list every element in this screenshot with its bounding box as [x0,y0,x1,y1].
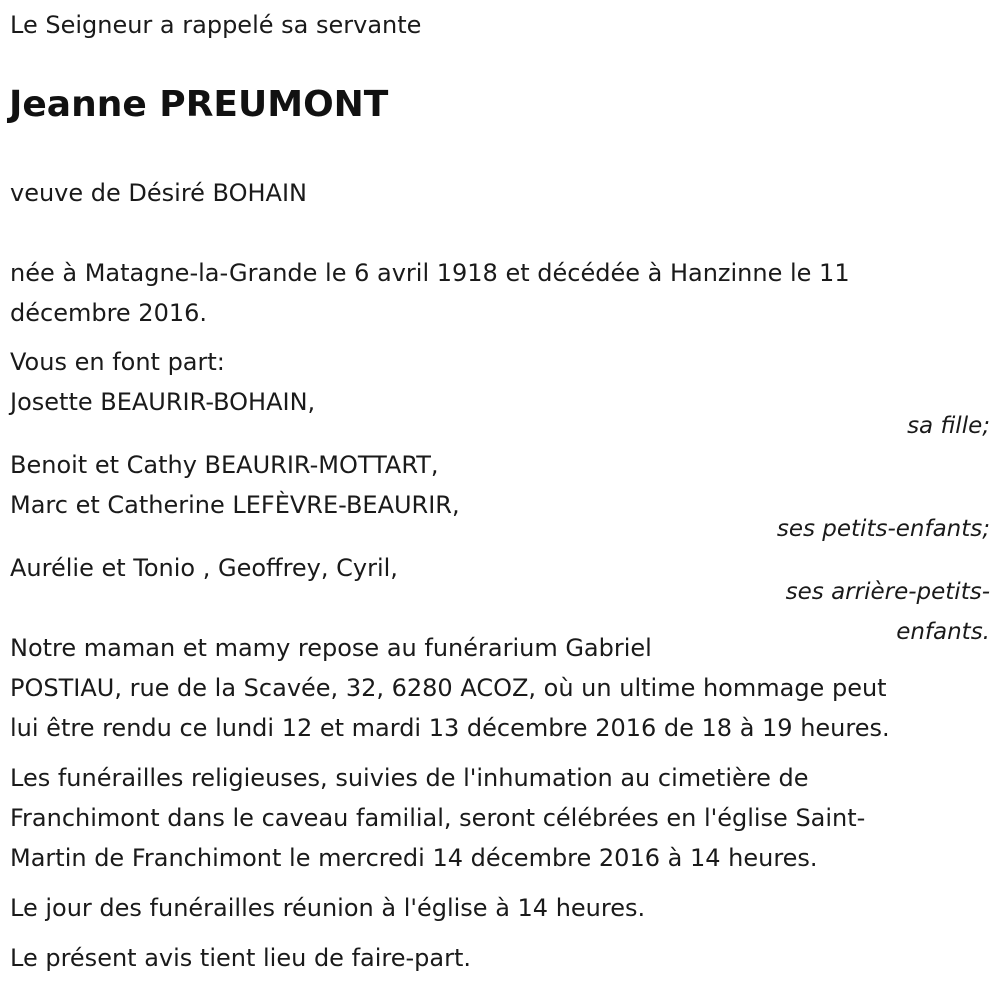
widow-of-text: veuve de Désiré BOHAIN [10,179,307,207]
announce-text: Vous en font part: [10,348,225,376]
daughter-names: Josette BEAURIR-BOHAIN, [10,388,316,416]
deceased-name: Jeanne PREUMONT [9,84,389,125]
funerarium-line3: lui être rendu ce lundi 12 et mardi 13 décembre 2016 de 18 à 19 heures. [10,714,890,742]
birth-death-text: née à Matagne-la-Grande le 6 avril 1918 et décédée à Hanzinne le 11 décembre 2016. [10,259,850,327]
funeral-line1: Les funérailles religieuses, suivies de l'inhumation au cimetière de [10,764,809,792]
daughter-relation: sa fille; [907,413,990,439]
funerarium-line2: POSTIAU, rue de la Scavée, 32, 6280 ACOZ, où un ultime hommage peut [10,674,887,702]
funerarium-line1: Notre maman et mamy repose au funérarium Gabriel [10,634,652,662]
funeral-line3: Martin de Franchimont le mercredi 14 décembre 2016 à 14 heures. [10,844,818,872]
great-grandchildren-names: Aurélie et Tonio , Geoffrey, Cyril, [10,554,398,582]
intro-text: Le Seigneur a rappelé sa servante [10,11,422,39]
great-grandchildren-relation-line1: ses arrière-petits- [785,579,990,605]
funeral-line2: Franchimont dans le caveau familial, seront célébrées en l'église Saint- [10,804,866,832]
grandchildren-relation: ses petits-enfants; [776,516,990,542]
meeting-text: Le jour des funérailles réunion à l'église à 14 heures. [10,894,646,922]
great-grandchildren-relation-line2: enfants. [896,619,990,645]
grandchildren-names-line1: Benoit et Cathy BEAURIR-MOTTART, [10,451,439,479]
closing-text: Le présent avis tient lieu de faire-part. [10,944,472,972]
grandchildren-names-line2: Marc et Catherine LEFÈVRE-BEAURIR, [10,491,460,519]
